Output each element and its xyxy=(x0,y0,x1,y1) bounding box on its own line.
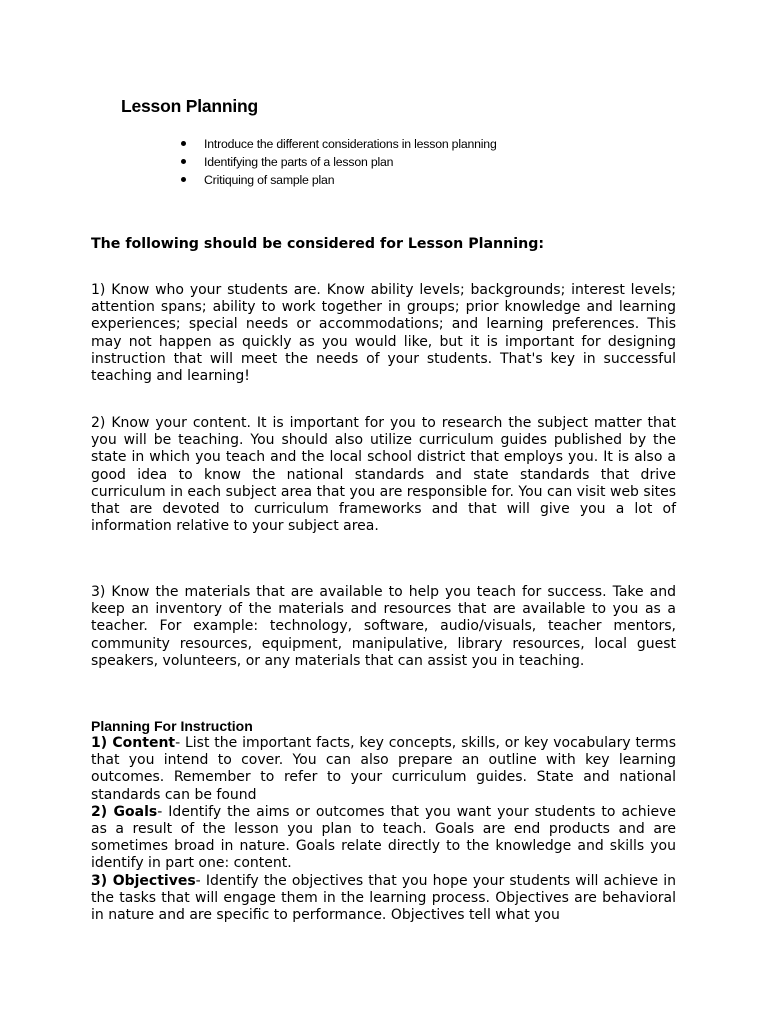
list-item xyxy=(180,153,497,171)
list-item-text: Introduce the different considerations in lesson planning xyxy=(204,137,497,151)
paragraph-know-content: 2) Know your content. It is important for you to research the subject matter that you will be teaching. You should also utilize curriculum guides published by the state in which you teach and the local school district that employs you. It is also a good idea to know the national standards and state standards that drive curriculum in each subject area that you are responsible for. You can visit web sites that are devoted to curriculum frameworks and that will give you a lot of information relative to your subject area. xyxy=(91,415,676,535)
paragraph-know-materials: 3) Know the materials that are available to help you teach for success. Take and keep an inventory of the materials and resources that are available to you as a teacher. For example: technology, software, audio/visuals, teacher mentors, community resources, equipment, manipulative, library resources, local guest speakers, volunteers, or any materials that can assist you in teaching. xyxy=(91,584,676,669)
planning-item-text: - List the important facts, key concepts, skills, or key vocabulary terms that you intend to cover. You can also prepare an outline with key learning outcomes. Remember to refer to your curriculum guides. State and national standards can be found xyxy=(91,735,676,803)
planning-item-goals xyxy=(91,804,676,873)
paragraph-know-students: 1) Know who your students are. Know ability levels; backgrounds; interest levels; attention spans; ability to work together in groups; prior knowledge and learning experiences; special needs or accommodations; and learning preferences. This may not happen as quickly as you would like, but it is important for designing instruction that will meet the needs of your students. That's key in successful teaching and learning! xyxy=(91,282,676,385)
planning-item-content xyxy=(91,735,676,804)
planning-item-text: - Identify the aims or outcomes that you want your students to achieve as a result of the lesson you plan to teach. Goals are end products and are sometimes broad in nature. Goals relate directly to the knowledge and skills you identify in part one: content. xyxy=(91,803,676,872)
planning-item-text: - Identify the objectives that you hope your students will achieve in the tasks that will engage them in the learning process. Objectives are behavioral in nature and are specific to performance. Objectives tell what you xyxy=(91,872,676,924)
considerations-heading: The following should be considered for Lesson Planning: xyxy=(91,236,545,252)
bullet-icon xyxy=(181,159,186,164)
bullet-icon xyxy=(181,177,186,182)
list-item-text: Identifying the parts of a lesson plan xyxy=(204,155,394,169)
planning-heading: Planning For Instruction xyxy=(91,718,253,734)
list-item xyxy=(180,135,497,153)
list-item-text: Critiquing of sample plan xyxy=(204,173,335,187)
objectives-bullet-list xyxy=(180,135,497,189)
planning-section xyxy=(91,735,676,924)
planning-item-label: 1) Content xyxy=(91,735,176,751)
bullet-icon xyxy=(181,141,186,146)
list-item xyxy=(180,171,497,189)
page-title: Lesson Planning xyxy=(121,96,259,116)
planning-item-label: 3) Objectives xyxy=(91,872,196,889)
planning-item-label: 2) Goals xyxy=(91,803,158,820)
planning-item-objectives xyxy=(91,873,676,925)
